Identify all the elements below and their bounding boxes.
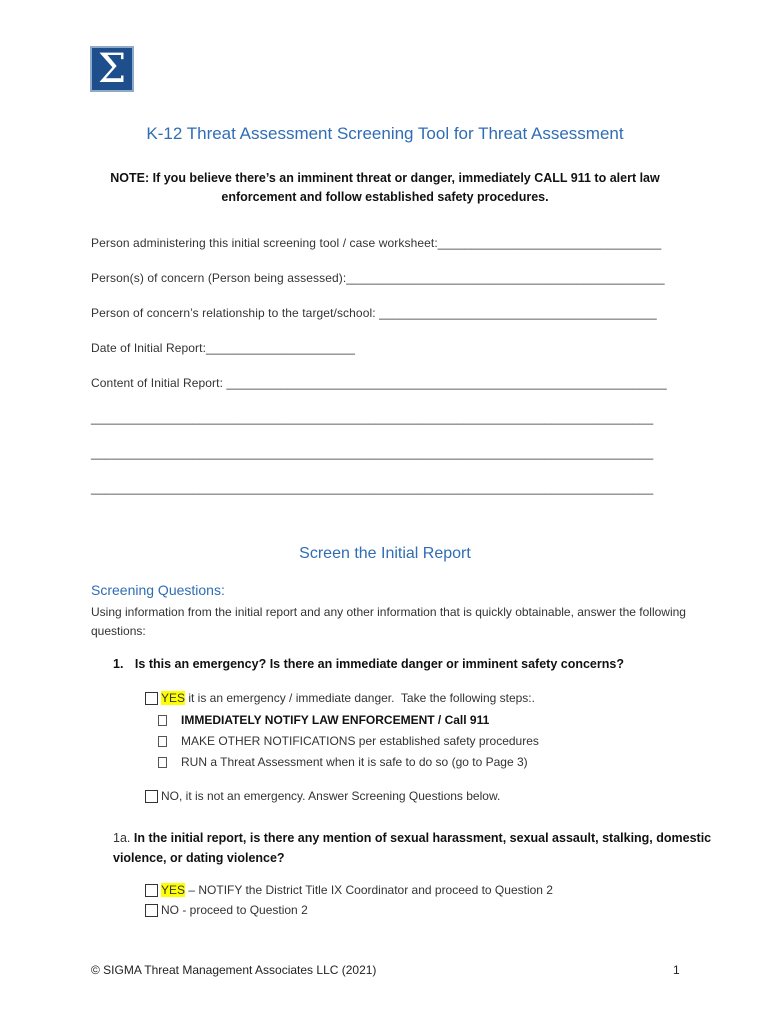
question-text-line1: In the initial report, is there any mention of sexual harassment, sexual assault, stalking, domestic bbox=[133, 831, 712, 845]
step-text: IMMEDIATELY NOTIFY LAW ENFORCEMENT / Call 911 bbox=[181, 713, 490, 727]
yes-label: YES bbox=[161, 883, 186, 897]
intro-paragraph: Using information from the initial report and any other information that is quickly obtainable, answer the following questions: bbox=[91, 605, 686, 638]
q1-no-option[interactable] bbox=[145, 789, 500, 803]
q1a-yes-option[interactable] bbox=[145, 883, 553, 897]
section-title: Screen the Initial Report bbox=[299, 545, 471, 562]
step-item bbox=[158, 713, 489, 727]
step-text: MAKE OTHER NOTIFICATIONS per established safety procedures bbox=[181, 734, 539, 748]
option-text: – NOTIFY the District Title IX Coordinator and proceed to Question 2 bbox=[185, 883, 553, 897]
field-person-of-concern[interactable]: Person(s) of concern (Person being assessed):_______________________________________________ bbox=[91, 271, 665, 285]
sigma-logo: Σ bbox=[90, 46, 134, 92]
footer-copyright: © SIGMA Threat Management Associates LLC (2021) bbox=[91, 963, 377, 977]
checkbox[interactable] bbox=[145, 884, 158, 897]
field-report-content-line[interactable]: ___________________________________________________________________________________ bbox=[91, 481, 654, 495]
step-item bbox=[158, 755, 528, 769]
emergency-note: NOTE: If you believe there’s an imminent threat or danger, immediately CALL 911 to alert law enforcement and follow established safety procedures. bbox=[110, 171, 660, 204]
q1a-no-option[interactable] bbox=[145, 903, 308, 917]
bullet-box-icon bbox=[158, 715, 167, 726]
field-report-date[interactable]: Date of Initial Report:______________________ bbox=[91, 341, 356, 355]
option-text: it is an emergency / immediate danger. Take the following steps:. bbox=[185, 691, 535, 705]
field-administrator[interactable]: Person administering this initial screening tool / case worksheet:_________________________________ bbox=[91, 236, 662, 250]
document-title: K-12 Threat Assessment Screening Tool for Threat Assessment bbox=[146, 124, 624, 143]
q1-yes-option[interactable] bbox=[145, 691, 535, 705]
question-text: Is this an emergency? Is there an immediate danger or imminent safety concerns? bbox=[134, 657, 624, 671]
checkbox[interactable] bbox=[145, 790, 158, 803]
step-text: RUN a Threat Assessment when it is safe to do so (go to Page 3) bbox=[181, 755, 528, 769]
subsection-title: Screening Questions: bbox=[91, 582, 225, 598]
checkbox[interactable] bbox=[145, 692, 158, 705]
bullet-box-icon bbox=[158, 757, 167, 768]
question-text-line2: violence, or dating violence? bbox=[113, 851, 285, 865]
field-report-content-line[interactable]: ___________________________________________________________________________________ bbox=[91, 411, 654, 425]
field-relationship[interactable]: Person of concern’s relationship to the target/school: _________________________________________ bbox=[91, 306, 657, 320]
checkbox[interactable] bbox=[145, 904, 158, 917]
option-text: NO - proceed to Question 2 bbox=[161, 903, 308, 917]
question-number: 1a. bbox=[113, 831, 131, 845]
field-report-content-line[interactable]: ___________________________________________________________________________________ bbox=[91, 446, 654, 460]
bullet-box-icon bbox=[158, 736, 167, 747]
page-number: 1 bbox=[673, 963, 680, 977]
question-number: 1. bbox=[113, 657, 124, 671]
option-text: NO, it is not an emergency. Answer Screening Questions below. bbox=[161, 789, 501, 803]
yes-label: YES bbox=[161, 691, 186, 705]
step-item bbox=[158, 734, 539, 748]
question-1 bbox=[113, 657, 624, 671]
field-report-content[interactable]: Content of Initial Report: _________________________________________________________________ bbox=[91, 376, 667, 390]
question-1a bbox=[113, 828, 711, 868]
